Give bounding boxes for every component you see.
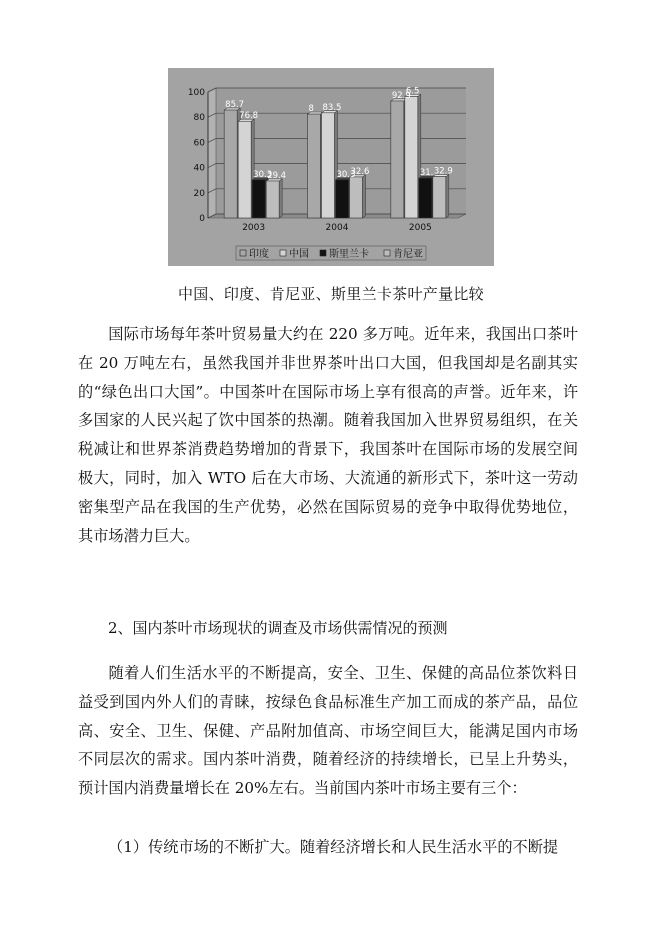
bar-value-label: 32.9 [433,166,453,177]
x-tick-label: 2003 [242,223,266,233]
bar-value-label: 32.6 [350,166,370,177]
x-tick-label: 2004 [325,223,349,233]
bar-value-label: 6.5 [405,86,420,97]
y-tick-label: 100 [187,88,205,98]
bar [238,121,251,218]
chart-svg [168,68,494,266]
bar-value-label: 83.5 [322,102,342,113]
para1-line-6: 间极大，同时，加入 WTO 后在大市场、大流通的新形式下，茶叶这一劳动 [78,440,578,487]
chart-caption: 中国、印度、肯尼亚、斯里兰卡茶叶产量比较 [177,285,484,303]
bar [433,177,446,218]
bar-side [363,175,366,218]
paragraph-international-market [78,320,578,550]
bar-value-label: 92.9 [391,90,411,101]
para1-line-2: 在 20 万吨左右，虽然我国并非世界茶叶出口大国，但我国却是名副其实 [78,353,578,372]
y-tick-label: 40 [193,163,205,174]
bar-value-label: 31. [419,168,434,179]
legend-label: 斯里兰卡 [329,249,369,260]
bar-side [279,179,282,218]
legend-label: 中国 [289,249,309,260]
para1-line-8: 其市场潜力巨大。 [78,526,200,545]
bar-value-label: 30.3 [253,169,273,180]
y-tick-label: 20 [193,188,205,199]
para2-line-5: 预计国内消费量增长在 20%左右。当前国内茶叶市场主要有三个： [78,779,527,798]
bar [405,96,418,218]
bar [336,180,349,218]
y-tick-label: 60 [193,138,205,149]
para1-line-7: 密集型产品在我国的生产优势，必然在国际贸易的竞争中取得优势地位， [78,497,578,516]
section-heading: 2、国内茶叶市场现状的调查及市场供需情况的预测 [108,619,448,637]
legend-swatch [240,250,246,256]
para2-line-2: 益受到国内外人们的青睐，按绿色食品标准生产加工而成的茶产品，品位 [78,692,578,711]
bar [266,181,279,218]
bar-side [446,175,449,218]
legend [236,246,426,260]
list-item-traditional-market: （1）传统市场的不断扩大。随着经济增长和人民生活水平的不断提 [108,838,559,856]
bar-value-label: 76.8 [239,111,259,122]
bar-value-label: 8 [308,104,314,115]
legend-label: 印度 [249,249,269,260]
legend-swatch [280,250,286,256]
para1-line-1: 国际市场每年茶叶贸易量大约在 220 多万吨。近年来，我国出口茶叶 [108,325,578,343]
bar-value-label: 30.3 [336,169,356,180]
bar [391,101,404,218]
para1-line-3: 的“绿色出口大国”。中国茶叶在国际市场上享有很高的声誉。近年来， [78,382,563,401]
bar-value-label: 85.7 [225,100,245,111]
para2-line-3: 高、安全、卫生、保健、产品附加值高、市场空间巨大，能满足国内市场 [78,721,578,740]
plot-side-wall [208,88,216,218]
bar-value-label: 29.4 [267,170,287,181]
bar [322,113,335,218]
bar [224,110,237,218]
y-tick-label: 0 [199,214,205,224]
bar [350,177,363,218]
legend-swatch [384,250,390,256]
bar [252,180,265,218]
legend-label: 肯尼亚 [393,249,423,260]
paragraph-domestic-market [78,659,578,803]
para2-line-4: 不同层次的需求。国内茶叶消费，随着经济的持续增长，已呈上升势头， [78,750,578,769]
x-tick-label: 2005 [408,223,432,233]
tea-production-chart [168,68,494,266]
bar [308,114,321,218]
para2-line-1: 随着人们生活水平的不断提高，安全、卫生、保健的高品位茶饮料日 [108,664,578,682]
y-tick-label: 80 [193,113,205,124]
legend-swatch [320,250,326,256]
para1-line-4: 许多国家的人民兴起了饮中国茶的热潮。随着我国加入世界贸易组织，在 [78,382,578,430]
para1-line-5: 关税减让和世界茶消费趋势增加的背景下，我国茶叶在国际市场的发展空 [78,411,578,459]
bar [419,178,432,218]
